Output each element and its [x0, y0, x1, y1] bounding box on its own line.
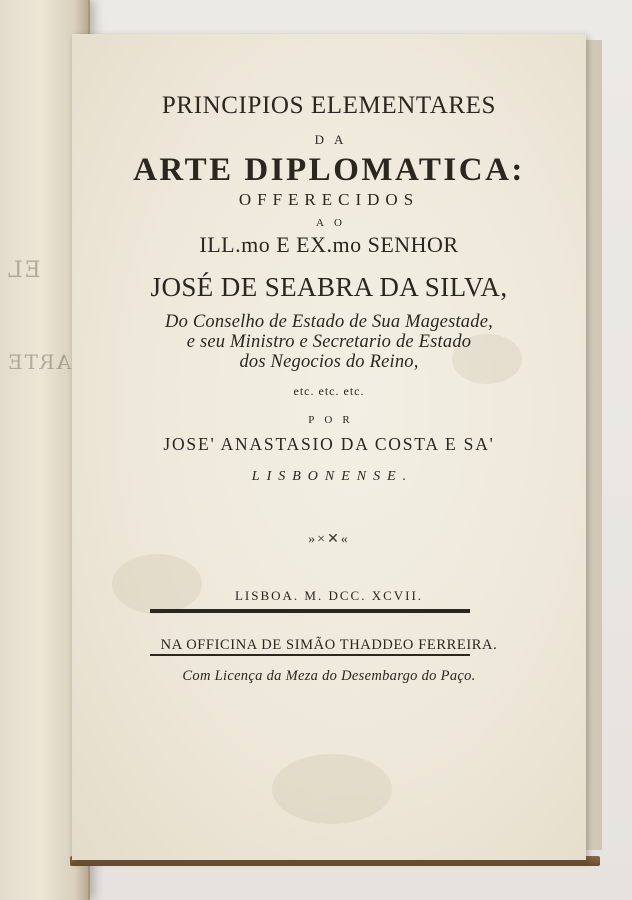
honoree-name: JOSÉ DE SEABRA DA SILVA,	[150, 272, 508, 302]
author-origin: LISBONENSE.	[251, 469, 414, 484]
imprint-rule-top	[150, 609, 470, 613]
printer-ornament: »×✕«	[308, 532, 350, 547]
title-main: ARTE DIPLOMATICA:	[133, 152, 525, 188]
printer-name: NA OFFICINA DE SIMÃO THADDEO FERREIRA.	[160, 637, 498, 653]
dedication-to: AO	[316, 217, 352, 229]
title-page	[72, 34, 586, 860]
license-line: Com Licença da Meza do Desembargo do Paço.	[182, 668, 476, 684]
office-line-3: dos Negocios do Reino,	[239, 352, 419, 372]
honorific: ILL.mo E EX.mo SENHOR	[199, 232, 459, 257]
show-through-text: ARTE	[6, 350, 72, 374]
author-name: JOSE' ANASTASIO DA COSTA E SA'	[163, 434, 495, 454]
imprint-place-year: LISBOA. M. DCC. XCVII.	[234, 588, 424, 603]
imprint-rule-bottom	[150, 654, 470, 656]
show-through-text: EL	[6, 258, 41, 283]
foxing-spot	[112, 554, 202, 614]
by-line: POR	[308, 414, 360, 426]
etc-line: etc. etc. etc.	[293, 384, 365, 398]
title-line-1: PRINCIPIOS ELEMENTARES	[161, 92, 497, 119]
office-line-1: Do Conselho de Estado de Sua Magestade,	[165, 312, 493, 332]
foxing-spot	[272, 754, 392, 824]
dedication-heading: OFFERECIDOS	[238, 190, 420, 209]
office-line-2: e seu Ministro e Secretario de Estado	[186, 332, 472, 352]
title-line-2: DA	[314, 132, 354, 147]
